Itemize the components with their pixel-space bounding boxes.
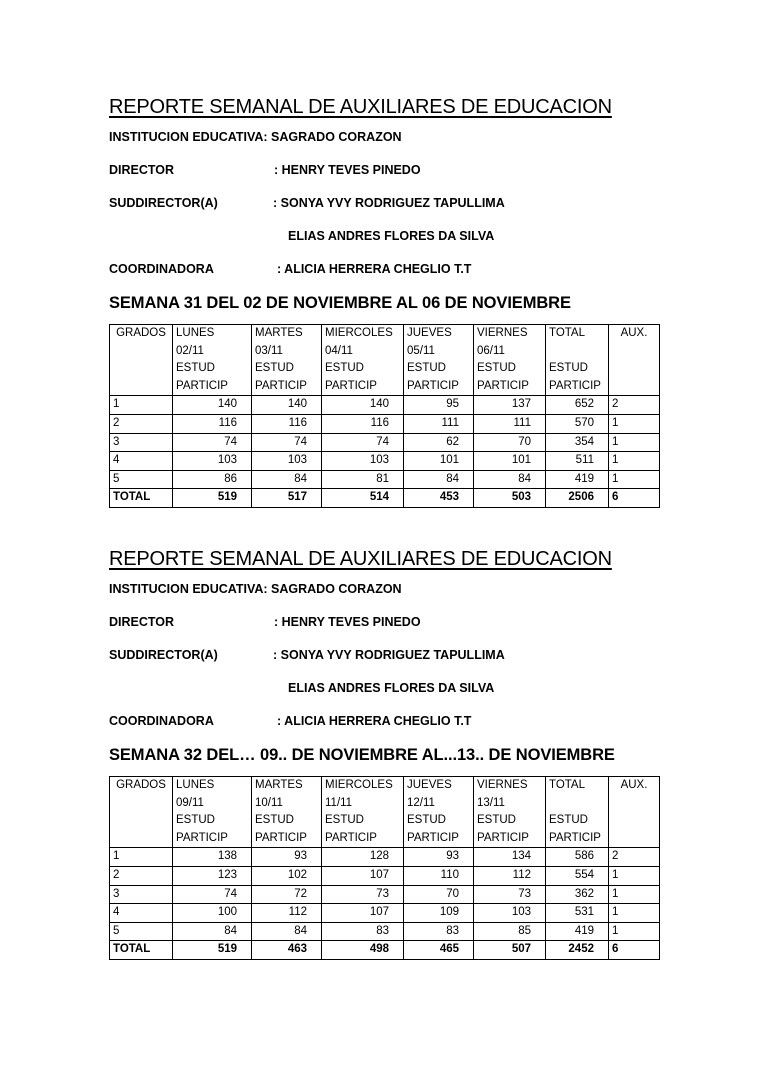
table-cell: 140 [322,396,404,415]
header-line: LUNES [176,779,215,791]
table-cell: 86 [173,470,252,489]
table-cell: 1 [609,922,660,941]
institution-line [109,573,669,606]
header-line: 05/11 [407,344,435,357]
table-row [110,396,660,415]
header-grados: GRADOS [110,777,173,848]
header-line: TOTAL [549,327,585,339]
table-cell: 74 [173,885,252,904]
header-line: PARTICIP [176,831,228,844]
table-cell: 140 [173,396,252,415]
table-cell: 511 [546,452,609,471]
table-cell: 531 [546,904,609,923]
director-value: : HENRY TEVES PINEDO [274,163,421,177]
table-cell: 111 [474,414,546,433]
table-cell: 107 [322,866,404,885]
header-day [322,325,404,396]
header-line: 06/11 [477,344,505,357]
table-cell: 123 [173,866,252,885]
header-line [549,795,605,813]
report-title: REPORTE SEMANAL DE AUXILIARES DE EDUCACION [109,96,612,118]
institution-label: INSTITUCION EDUCATIVA: SAGRADO CORAZON [109,582,402,596]
header-line: PARTICIP [549,379,601,392]
table-cell: 93 [404,848,474,867]
header-line: 02/11 [176,344,204,357]
header-line: PARTICIP [407,831,459,844]
header-line: ESTUD [407,814,446,827]
table-cell: 84 [404,470,474,489]
subdirector-label: SUDDIRECTOR(A) [109,648,218,662]
table-cell: 74 [173,433,252,452]
subdirector-value-2: ELIAS ANDRES FLORES DA SILVA [288,229,495,243]
table-cell: 111 [404,414,474,433]
subdirector-line-2 [109,672,669,705]
table-cell: 103 [322,452,404,471]
header-line: ESTUD [549,814,588,827]
header-aux: AUX. [609,325,660,396]
subdirector-line [109,639,669,672]
table-cell: 83 [322,922,404,941]
table-total-row [110,941,660,960]
table-cell: 84 [252,470,322,489]
table-row [110,922,660,941]
table-cell: 1 [609,470,660,489]
table-cell: 62 [404,433,474,452]
table-cell: 112 [252,904,322,923]
header-day [322,777,404,848]
header-line: ESTUD [325,814,364,827]
header-line: TOTAL [549,779,585,791]
table-cell: 84 [173,922,252,941]
header-line: MIERCOLES [325,327,393,339]
table-cell: 2452 [546,941,609,960]
table-cell: 354 [546,433,609,452]
table-cell: 517 [252,489,322,508]
table-cell: 465 [404,941,474,960]
table-cell: 84 [252,922,322,941]
table-row [110,885,660,904]
table-cell: 73 [322,885,404,904]
table-row [110,904,660,923]
table-cell: 2 [110,414,173,433]
header-line: JUEVES [407,327,452,339]
table-cell: 1 [609,414,660,433]
table-cell: 107 [322,904,404,923]
header-day [404,777,474,848]
week-title: SEMANA 32 DEL… 09.. DE NOVIEMBRE AL...13.. DE NOVIEMBRE [109,746,615,764]
report-week-32 [109,545,669,960]
header-line: LUNES [176,327,215,339]
table-cell: 116 [252,414,322,433]
table-cell: 70 [404,885,474,904]
table-cell: TOTAL [110,941,173,960]
table-cell: 6 [609,489,660,508]
week-title: SEMANA 31 DEL 02 DE NOVIEMBRE AL 06 DE NOVIEMBRE [109,294,571,312]
table-cell: 5 [110,470,173,489]
table-cell: 1 [110,848,173,867]
table-cell: 103 [173,452,252,471]
table-cell: 2 [609,848,660,867]
institution-label: INSTITUCION EDUCATIVA: SAGRADO CORAZON [109,130,402,144]
header-line [549,343,605,361]
header-total [546,777,609,848]
table-cell: 101 [474,452,546,471]
subdirector-line [109,187,669,220]
institution-line [109,121,669,154]
header-line: PARTICIP [477,379,529,392]
subdirector-value: : SONYA YVY RODRIGUEZ TAPULLIMA [273,648,505,662]
header-day [404,325,474,396]
table-cell: 1 [609,885,660,904]
header-line: 12/11 [407,796,435,809]
header-aux: AUX. [609,777,660,848]
header-line: 11/11 [325,796,353,809]
table-cell: 70 [474,433,546,452]
header-line: ESTUD [407,362,446,375]
table-cell: 83 [404,922,474,941]
table-cell: 1 [609,452,660,471]
table-cell: 503 [474,489,546,508]
table-cell: 74 [322,433,404,452]
header-line: 13/11 [477,796,505,809]
coordinator-value: : ALICIA HERRERA CHEGLIO T.T [277,262,472,276]
header-line: ESTUD [549,362,588,375]
header-line: PARTICIP [407,379,459,392]
header-line: ESTUD [477,814,516,827]
table-cell: 84 [474,470,546,489]
table-cell: 85 [474,922,546,941]
attendance-table [109,776,660,960]
table-cell: 652 [546,396,609,415]
header-line: VIERNES [477,327,528,339]
coordinator-line [109,253,669,286]
header-line: ESTUD [176,362,215,375]
table-cell: 128 [322,848,404,867]
header-line: VIERNES [477,779,528,791]
table-header-row [110,777,660,848]
report-week-31 [109,93,669,508]
header-day [173,777,252,848]
header-line: 09/11 [176,796,204,809]
header-line: PARTICIP [176,379,228,392]
table-cell: 95 [404,396,474,415]
header-line: PARTICIP [325,379,377,392]
table-cell: 103 [252,452,322,471]
header-grados: GRADOS [110,325,173,396]
header-line: ESTUD [255,362,294,375]
header-line: MIERCOLES [325,779,393,791]
table-cell: 5 [110,922,173,941]
table-row [110,452,660,471]
coordinator-label: COORDINADORA [109,714,214,728]
table-row [110,433,660,452]
table-cell: 519 [173,489,252,508]
table-cell: 570 [546,414,609,433]
table-cell: 3 [110,433,173,452]
header-day [474,777,546,848]
header-line: ESTUD [176,814,215,827]
header-total [546,325,609,396]
subdirector-value: : SONYA YVY RODRIGUEZ TAPULLIMA [273,196,505,210]
coordinator-line [109,705,669,738]
table-cell: 1 [609,904,660,923]
table-cell: 116 [173,414,252,433]
table-cell: TOTAL [110,489,173,508]
table-cell: 463 [252,941,322,960]
header-line: ESTUD [325,362,364,375]
table-cell: 2 [110,866,173,885]
table-cell: 514 [322,489,404,508]
attendance-table [109,324,660,508]
table-cell: 554 [546,866,609,885]
table-cell: 81 [322,470,404,489]
header-day [474,325,546,396]
table-row [110,866,660,885]
table-cell: 103 [474,904,546,923]
table-cell: 519 [173,941,252,960]
header-line: JUEVES [407,779,452,791]
director-label: DIRECTOR [109,615,175,629]
table-row [110,848,660,867]
header-day [173,325,252,396]
director-value: : HENRY TEVES PINEDO [274,615,421,629]
table-row [110,414,660,433]
table-cell: 140 [252,396,322,415]
table-cell: 110 [404,866,474,885]
header-line: PARTICIP [549,831,601,844]
table-cell: 116 [322,414,404,433]
table-cell: 102 [252,866,322,885]
table-cell: 3 [110,885,173,904]
header-line: 03/11 [255,344,283,357]
table-cell: 1 [110,396,173,415]
header-line: PARTICIP [477,831,529,844]
table-cell: 2506 [546,489,609,508]
header-line: PARTICIP [325,831,377,844]
table-cell: 100 [173,904,252,923]
header-line: MARTES [255,779,303,791]
table-cell: 138 [173,848,252,867]
table-cell: 6 [609,941,660,960]
coordinator-value: : ALICIA HERRERA CHEGLIO T.T [277,714,472,728]
table-cell: 362 [546,885,609,904]
table-cell: 419 [546,922,609,941]
table-header-row [110,325,660,396]
coordinator-label: COORDINADORA [109,262,214,276]
table-row [110,470,660,489]
table-total-row [110,489,660,508]
subdirector-label: SUDDIRECTOR(A) [109,196,218,210]
table-cell: 93 [252,848,322,867]
table-cell: 74 [252,433,322,452]
table-cell: 1 [609,866,660,885]
table-cell: 134 [474,848,546,867]
header-line: 04/11 [325,344,353,357]
table-cell: 453 [404,489,474,508]
header-day [252,325,322,396]
header-line: PARTICIP [255,379,307,392]
table-cell: 4 [110,904,173,923]
table-cell: 498 [322,941,404,960]
subdirector-line-2 [109,220,669,253]
subdirector-value-2: ELIAS ANDRES FLORES DA SILVA [288,681,495,695]
table-cell: 72 [252,885,322,904]
header-line: ESTUD [477,362,516,375]
header-line: ESTUD [255,814,294,827]
table-cell: 4 [110,452,173,471]
table-cell: 137 [474,396,546,415]
header-line: MARTES [255,327,303,339]
table-cell: 1 [609,433,660,452]
header-line: 10/11 [255,796,283,809]
report-title: REPORTE SEMANAL DE AUXILIARES DE EDUCACION [109,548,612,570]
header-line: PARTICIP [255,831,307,844]
table-cell: 73 [474,885,546,904]
table-cell: 419 [546,470,609,489]
table-cell: 112 [474,866,546,885]
table-cell: 2 [609,396,660,415]
table-cell: 586 [546,848,609,867]
table-cell: 109 [404,904,474,923]
director-label: DIRECTOR [109,163,175,177]
director-line [109,154,669,187]
header-day [252,777,322,848]
director-line [109,606,669,639]
table-cell: 101 [404,452,474,471]
table-cell: 507 [474,941,546,960]
